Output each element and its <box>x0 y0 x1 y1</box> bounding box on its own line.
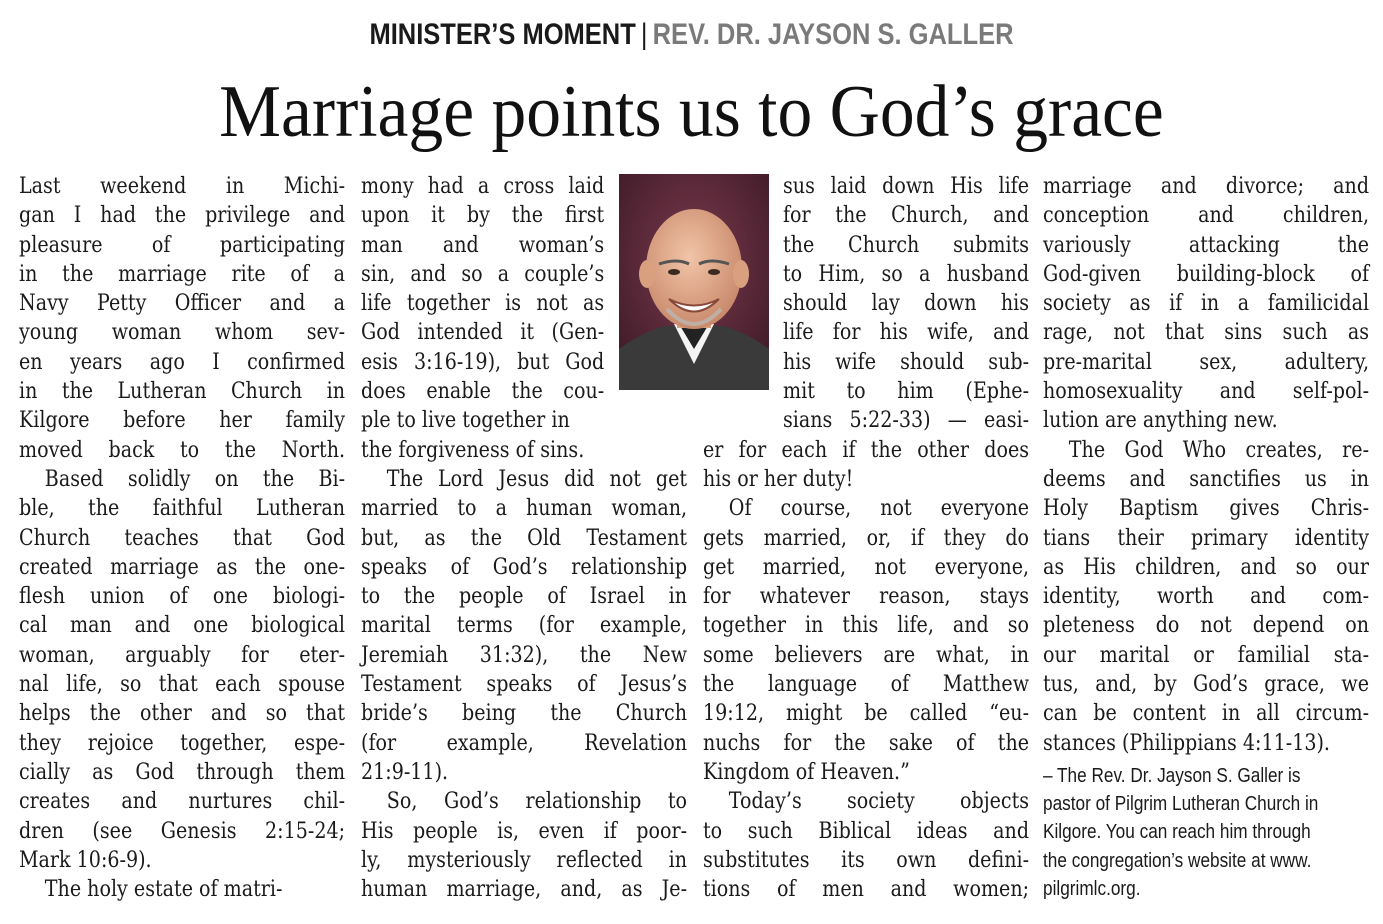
text-line: sin, and so a couple’s <box>361 260 605 287</box>
text-line: nuchs for the sake of the <box>703 729 1030 756</box>
text-line: get married, not everyone, <box>703 553 1030 580</box>
text-line: in the Lutheran Church in <box>19 378 346 405</box>
text-line: sians 5:22-33) — easi- <box>783 407 1030 434</box>
text-line: marriage and divorce; and <box>1043 173 1370 199</box>
text-line: stances (Philippians 4:11-13). <box>1043 729 1330 756</box>
text-line: pleasure of participating <box>19 231 346 258</box>
text-line: gan I had the privilege and <box>19 202 346 229</box>
text-line: creates and nurtures chil- <box>19 788 346 815</box>
section-kicker <box>104 18 1280 52</box>
text-line: pleteness do not depend on <box>1043 612 1370 639</box>
article-column-2 <box>361 172 687 904</box>
text-line: created marriage as the one- <box>19 553 346 580</box>
text-line: gets married, or, if they do <box>703 524 1030 551</box>
text-line: conception and children, <box>1043 202 1370 229</box>
text-line: ble, the faithful Lutheran <box>19 495 346 522</box>
text-line: to Him, so a husband <box>783 260 1030 287</box>
text-line: his or her duty! <box>703 465 854 492</box>
text-line: woman, arguably for eter- <box>19 641 346 668</box>
text-line: to the people of Israel in <box>361 583 688 610</box>
text-line: together in this life, and so <box>703 612 1030 639</box>
text-line: deems and sanctifies us in <box>1043 465 1370 492</box>
text-line: mony had a cross laid <box>361 173 605 199</box>
text-line: Today’s society objects <box>728 788 1030 815</box>
text-line: Of course, not everyone <box>728 495 1030 522</box>
text-line: tians their primary identity <box>1043 524 1370 551</box>
text-line: God-given building-block of <box>1043 260 1370 287</box>
text-line: married to a human woman, <box>361 495 688 522</box>
text-line: some believers are what, in <box>703 641 1030 668</box>
text-line: mit to him (Ephe- <box>783 378 1030 405</box>
text-line: substitutes its own defini- <box>703 846 1030 873</box>
article-column-1 <box>19 172 345 904</box>
text-line: speaks of God’s relationship <box>361 553 688 580</box>
text-line: human marriage, and, as Je- <box>361 876 688 903</box>
text-line: upon it by the first <box>361 202 605 229</box>
author-bio <box>1043 762 1369 903</box>
text-line: lution are anything new. <box>1043 407 1278 434</box>
article-column-3 <box>703 172 1029 904</box>
bio-line: pastor of Pilgrim Lutheran Church in <box>1043 793 1319 816</box>
text-line: bride’s being the Church <box>361 700 688 727</box>
text-line: young woman whom sev- <box>19 319 346 346</box>
text-line: 21:9-11). <box>361 758 449 785</box>
text-line: Mark 10:6-9). <box>19 846 152 873</box>
text-line: as His children, and so our <box>1043 553 1370 580</box>
text-line: 19:12, might be called “eu- <box>703 700 1030 727</box>
text-line: Church teaches that God <box>19 524 346 551</box>
bio-line: the congregation’s website at www. <box>1043 849 1312 872</box>
text-line: (for example, Revelation <box>361 729 688 756</box>
text-line: to such Biblical ideas and <box>703 817 1030 844</box>
text-line: tions of men and women; <box>703 876 1030 903</box>
text-line: helps the other and so that <box>19 700 346 727</box>
text-line: life together is not as <box>361 290 605 317</box>
text-line: our marital or familial sta- <box>1043 641 1370 668</box>
text-line: does enable the cou- <box>361 378 605 405</box>
article-column-4 <box>1043 172 1369 758</box>
text-line: dren (see Genesis 2:15-24; <box>19 817 346 844</box>
text-line: er for each if the other does <box>703 436 1030 463</box>
bio-line: Kilgore. You can reach him through <box>1043 821 1311 844</box>
kicker-separator: | <box>640 18 648 51</box>
text-line: can be content in all circum- <box>1043 700 1370 727</box>
text-line: tus, and, by God’s grace, we <box>1043 671 1370 698</box>
text-line: sus laid down His life <box>783 173 1030 199</box>
text-line: rage, not that sins such as <box>1043 319 1370 346</box>
text-line: in the marriage rite of a <box>19 260 346 287</box>
text-line: ly, mysteriously reflected in <box>361 846 688 873</box>
text-line: ple to live together in <box>361 407 570 434</box>
text-line: Kingdom of Heaven.” <box>703 758 910 785</box>
text-line: Navy Petty Officer and a <box>19 290 346 317</box>
headline: Marriage points us to God’s grace <box>219 71 1164 153</box>
text-line: The holy estate of matri- <box>44 876 283 903</box>
text-line: the forgiveness of sins. <box>361 436 585 463</box>
text-line: should lay down his <box>783 290 1030 317</box>
text-line: pre-marital sex, adultery, <box>1043 348 1370 375</box>
text-line: life for his wife, and <box>783 319 1030 346</box>
text-line: identity, worth and com- <box>1043 583 1370 610</box>
text-line: his wife should sub- <box>783 348 1030 375</box>
text-line: en years ago I confirmed <box>19 348 346 375</box>
text-line: The Lord Jesus did not get <box>386 465 688 492</box>
text-line: variously attacking the <box>1043 231 1370 258</box>
text-line: God intended it (Gen- <box>361 319 605 346</box>
text-line: So, God’s relationship to <box>386 788 688 815</box>
text-line: homosexuality and self-pol- <box>1043 378 1370 405</box>
text-line: Kilgore before her family <box>19 407 346 434</box>
text-line: Testament speaks of Jesus’s <box>361 671 688 698</box>
text-line: cially as God through them <box>19 758 346 785</box>
text-line: flesh union of one biologi- <box>19 583 346 610</box>
text-line: His people is, even if poor- <box>361 817 688 844</box>
text-line: cal man and one biological <box>19 612 346 639</box>
bio-line: pilgrimlc.org. <box>1043 877 1141 900</box>
column-name: MINISTER’S MOMENT <box>369 18 636 51</box>
text-line: society as if in a familicidal <box>1043 290 1370 317</box>
text-line: for the Church, and <box>783 202 1030 229</box>
text-line: Jeremiah 31:32), the New <box>361 641 688 668</box>
text-line: for whatever reason, stays <box>703 583 1030 610</box>
text-line: but, as the Old Testament <box>361 524 688 551</box>
text-line: esis 3:16-19), but God <box>361 348 605 375</box>
text-line: the Church submits <box>783 231 1030 258</box>
text-line: nal life, so that each spouse <box>19 671 346 698</box>
text-line: the language of Matthew <box>703 671 1030 698</box>
text-line: Holy Baptism gives Chris- <box>1043 495 1370 522</box>
text-line: The God Who creates, re- <box>1068 436 1370 463</box>
text-line: they rejoice together, espe- <box>19 729 346 756</box>
bio-line: – The Rev. Dr. Jayson S. Galler is <box>1043 765 1301 787</box>
text-line: man and woman’s <box>361 231 605 258</box>
text-line: Based solidly on the Bi- <box>44 465 346 492</box>
text-line: Last weekend in Michi- <box>19 173 346 199</box>
text-line: moved back to the North. <box>19 436 346 463</box>
byline-author: REV. DR. JAYSON S. GALLER <box>652 18 1014 51</box>
text-line: marital terms (for example, <box>361 612 688 639</box>
